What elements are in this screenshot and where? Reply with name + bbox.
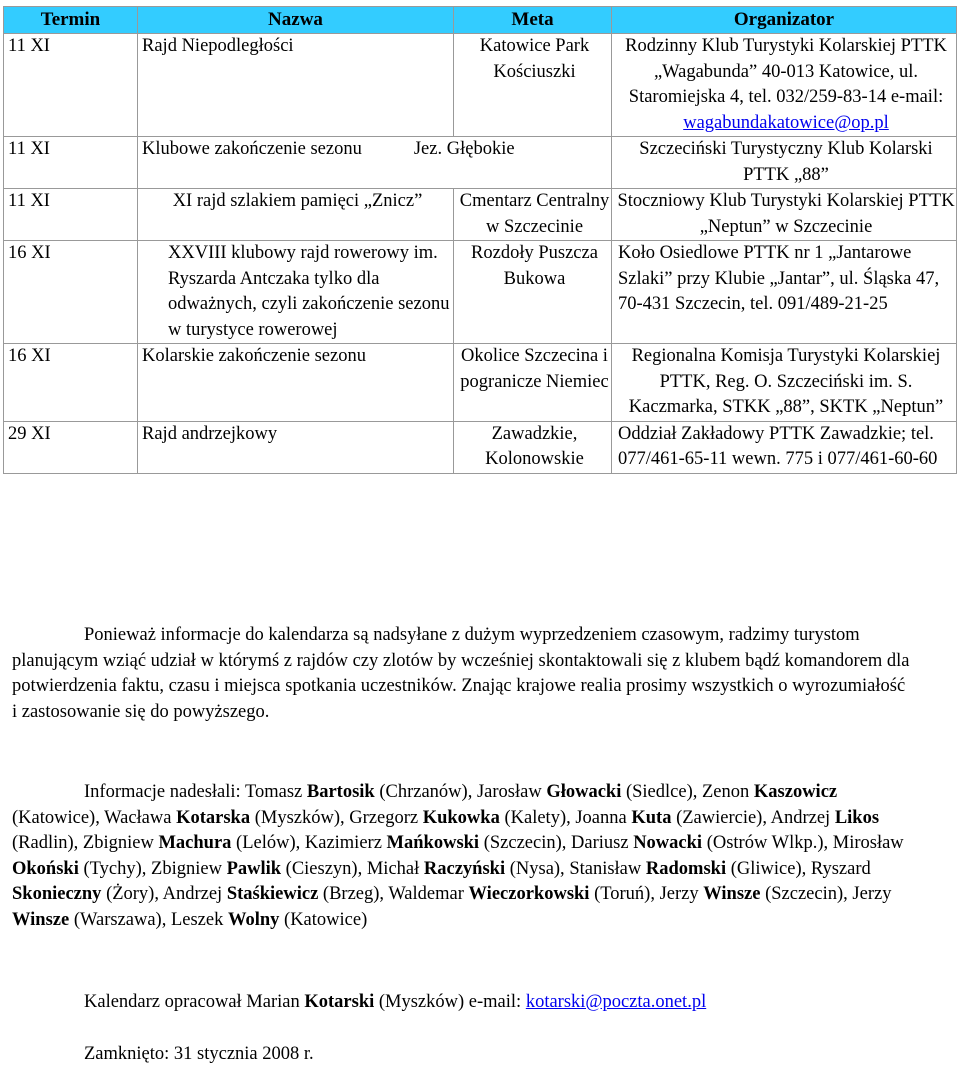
contributor-first-name: Jerzy — [659, 884, 704, 904]
contributor — [163, 884, 384, 904]
table-row — [4, 344, 957, 422]
cell-meta: Katowice Park Kościuszki — [454, 34, 612, 137]
contributor — [575, 808, 767, 828]
contributor — [569, 859, 806, 879]
organizer-email-link[interactable]: wagabundakatowice@op.pl — [683, 112, 889, 133]
compiled-prefix: Kalendarz opracował Marian — [84, 992, 300, 1012]
contributor-city: (Szczecin), — [760, 884, 848, 904]
contributor-last-name: Kukowka — [422, 807, 500, 828]
cell-termin: 11 XI — [4, 137, 138, 189]
contributor-last-name: Raczyński — [423, 858, 506, 879]
cell-organizator: Koło Osiedlowe PTTK nr 1 „Jantarowe Szlaki” przy Klubie „Jantar”, ul. Śląska 47, 70-431 Szczecin, tel. 091/489-21-25 — [612, 241, 957, 344]
contributor-last-name: Skonieczny — [12, 884, 102, 904]
contributor-first-name: Dariusz — [571, 833, 634, 853]
contributor — [171, 910, 367, 930]
cell-nazwa: Klubowe zakończenie sezonu — [142, 139, 362, 159]
contributor-first-name: Zenon — [702, 782, 754, 802]
cell-meta: Cmentarz Centralny w Szczecinie — [454, 189, 612, 241]
event-calendar-table — [3, 6, 957, 474]
header-meta: Meta — [454, 7, 612, 34]
contributor-first-name: Jarosław — [476, 782, 547, 802]
contributor-last-name: Radomski — [645, 858, 727, 879]
cell-termin: 16 XI — [4, 344, 138, 422]
notice-text: Ponieważ informacje do kalendarza są nadsyłane z dużym wyprzedzeniem czasowym, radzimy turystom planującym wziąć udział w którymś z rajdów czy zlotów by wcześniej skontaktowali się z klubem bądź komandorem dla potwierdzenia faktu, czasu i miejsca spotkania uczestników. Znając krajowe realia prosimy wszystkich o wyrozumiałość i zastosowanie się do powyższego. — [12, 625, 910, 722]
contributor-city: (Ostrów Wlkp.), — [702, 833, 829, 853]
compiled-suffix: (Myszków) e-mail: — [378, 992, 522, 1012]
contributor-city: (Katowice) — [279, 909, 368, 930]
notice-paragraph — [12, 623, 912, 725]
contributor-city: (Nysa), — [505, 858, 565, 879]
contributor-city: (Katowice), — [12, 807, 100, 828]
contributor-last-name: Likos — [834, 807, 880, 828]
cell-termin: 11 XI — [4, 189, 138, 241]
contributor — [349, 808, 570, 828]
contributor-last-name: Kuta — [631, 807, 672, 828]
cell-organizator: Oddział Zakładowy PTTK Zawadzkie; tel. 077/461-65-11 wewn. 775 i 077/461-60-60 — [612, 421, 957, 473]
header-termin: Termin — [4, 7, 138, 34]
contributor-first-name: Waldemar — [388, 884, 469, 904]
contributor-first-name: Jerzy — [852, 884, 892, 904]
cell-termin: 16 XI — [4, 241, 138, 344]
cell-termin: 11 XI — [4, 34, 138, 137]
contributor — [477, 782, 697, 802]
table-row — [4, 189, 957, 241]
organizer-text: Rodzinny Klub Turystyki Kolarskiej PTTK „Wagabunda” 40-013 Katowice, ul. Staromiejska 4, tel. 032/259-83-14 e-mail: — [625, 36, 947, 107]
contributor-city: (Tychy), — [78, 858, 147, 879]
contributor-city: (Siedlce), — [621, 782, 698, 802]
contributor-city: (Chrzanów), — [374, 782, 473, 802]
contributors-list — [12, 782, 904, 930]
cell-nazwa: Rajd andrzejkowy — [138, 421, 454, 473]
contributor-last-name: Głowacki — [546, 782, 622, 802]
table-row — [4, 137, 957, 189]
contributor-first-name: Grzegorz — [349, 807, 423, 828]
contributor-city: (Cieszyn), — [281, 858, 363, 879]
table-row — [4, 421, 957, 473]
cell-organizator — [612, 34, 957, 137]
contributor-last-name: Winsze — [12, 909, 70, 930]
contributor — [367, 859, 565, 879]
header-organizator: Organizator — [612, 7, 957, 34]
cell-nazwa-meta — [138, 137, 612, 189]
contributor-last-name: Kaszowicz — [753, 782, 838, 802]
contributor-first-name: Andrzej — [770, 807, 835, 828]
contributors-paragraph — [12, 780, 912, 933]
contributor-last-name: Nowacki — [633, 833, 703, 853]
contributor-first-name: Michał — [366, 858, 424, 879]
cell-nazwa: XI rajd szlakiem pamięci „Znicz” — [138, 189, 454, 241]
contributor-last-name: Kotarska — [176, 807, 251, 828]
compiled-name: Kotarski — [304, 992, 375, 1012]
contributor-first-name: Wacława — [104, 807, 177, 828]
cell-organizator: Szczeciński Turystyczny Klub Kolarski PTTK „88” — [612, 137, 957, 189]
cell-nazwa: Kolarskie zakończenie sezonu — [138, 344, 454, 422]
contributor-last-name: Staśkiewicz — [226, 884, 319, 904]
contributor — [245, 782, 472, 802]
cell-meta: Rozdoły Puszcza Bukowa — [454, 241, 612, 344]
contributor-first-name: Kazimierz — [304, 833, 387, 853]
contributor-last-name: Wieczorkowski — [468, 884, 590, 904]
contributor — [83, 833, 300, 853]
header-nazwa: Nazwa — [138, 7, 454, 34]
contributor-last-name: Machura — [158, 833, 232, 853]
contributor-first-name: Leszek — [170, 909, 228, 930]
contributor — [104, 808, 345, 828]
contributor-first-name: Stanisław — [569, 858, 646, 879]
contributor-city: (Lelów), — [231, 833, 301, 853]
cell-nazwa: Rajd Niepodległości — [138, 34, 454, 137]
cell-organizator: Stoczniowy Klub Turystyki Kolarskiej PTTK „Neptun” w Szczecinie — [612, 189, 957, 241]
contributor-last-name: Okoński — [12, 858, 79, 879]
contributor-last-name: Bartosik — [306, 782, 375, 802]
contributor-last-name: Wolny — [227, 909, 280, 930]
contributor — [151, 859, 362, 879]
contributor — [305, 833, 567, 853]
cell-meta: Okolice Szczecina i pogranicze Niemiec — [454, 344, 612, 422]
table-header-row — [4, 7, 957, 34]
table-row — [4, 241, 957, 344]
contributor-last-name: Pawlik — [226, 858, 282, 879]
contributor — [660, 884, 848, 904]
contributor — [571, 833, 828, 853]
contributor — [388, 884, 655, 904]
closed-date: Zamknięto: 31 stycznia 2008 r. — [84, 1044, 314, 1064]
compiled-by-paragraph — [12, 990, 912, 1016]
contributor-city: (Szczecin), — [479, 833, 567, 853]
contributor-city: (Radlin), — [12, 833, 79, 853]
contributor-city: (Myszków), — [250, 807, 345, 828]
compiled-email-link[interactable]: kotarski@poczta.onet.pl — [525, 992, 707, 1012]
contributor-first-name: Mirosław — [832, 833, 904, 853]
cell-organizator: Regionalna Komisja Turystyki Kolarskiej PTTK, Reg. O. Szczeciński im. S. Kaczmarka, STKK „88”, SKTK „Neptun” — [612, 344, 957, 422]
cell-meta: Jez. Głębokie — [413, 139, 515, 159]
contributor-last-name: Winsze — [703, 884, 761, 904]
contributor-city: (Toruń), — [589, 884, 655, 904]
contributor-last-name: Mańkowski — [386, 833, 480, 853]
closed-date-paragraph — [12, 1042, 912, 1068]
contributor-city: (Warszawa), — [69, 909, 167, 930]
cell-nazwa: XXVIII klubowy rajd rowerowy im. Ryszarda Antczaka tylko dla odważnych, czyli zakończenie sezonu w turystyce rowerowej — [138, 241, 454, 344]
contributor-first-name: Andrzej — [162, 884, 227, 904]
contributor-city: (Kalety), — [499, 807, 571, 828]
contributors-intro: Informacje nadesłali: — [84, 782, 241, 802]
cell-meta: Zawadzkie, Kolonowskie — [454, 421, 612, 473]
table-row — [4, 34, 957, 137]
contributor-first-name: Zbigniew — [82, 833, 159, 853]
contributor-first-name: Tomasz — [244, 782, 307, 802]
contributor-city: (Brzeg), — [318, 884, 385, 904]
contributor-first-name: Zbigniew — [151, 858, 227, 879]
contributor-city: (Gliwice), — [726, 858, 807, 879]
contributor-first-name: Joanna — [575, 807, 632, 828]
contributor-first-name: Ryszard — [810, 858, 871, 879]
contributor-city: (Żory), — [101, 884, 159, 904]
cell-termin: 29 XI — [4, 421, 138, 473]
contributor-city: (Zawiercie), — [671, 807, 767, 828]
